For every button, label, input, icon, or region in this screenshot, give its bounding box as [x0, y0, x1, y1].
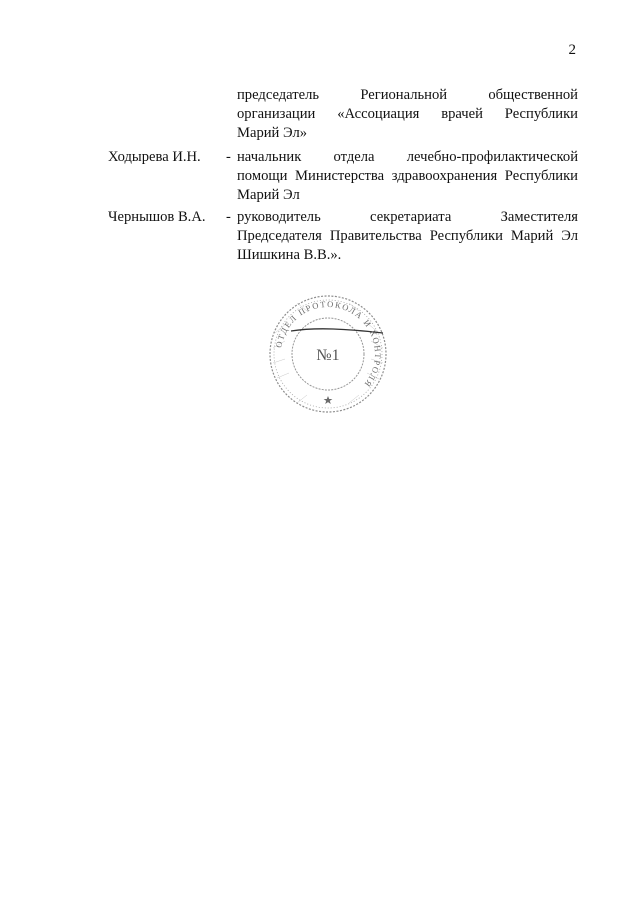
position-line: Председателя Правительства Республики Марий Эл: [237, 228, 578, 245]
member-name: Ходырева И.Н.: [108, 149, 201, 165]
seal-center-number: №1: [316, 347, 340, 364]
member-position: [237, 148, 578, 206]
member-position: [237, 86, 578, 144]
star-icon: [324, 396, 333, 404]
member-dash: -: [226, 149, 231, 165]
seal-ring-text: ОТДЕЛ ПРОТОКОЛА И КОНТРОЛЯ: [273, 298, 384, 390]
position-line: Марий Эл»: [237, 125, 308, 142]
member-position: [237, 208, 578, 266]
member-dash: -: [226, 209, 231, 225]
position-line: помощи Министерства здравоохранения Республики: [237, 168, 578, 185]
position-line: Марий Эл: [237, 187, 300, 204]
position-line: Шишкина В.В.».: [237, 247, 342, 264]
position-line: руководитель секретариата Заместителя: [237, 209, 578, 225]
position-line: организации «Ассоциация врачей Республики: [237, 106, 578, 123]
page-number: 2: [568, 42, 576, 58]
member-name: Чернышов В.А.: [108, 209, 206, 225]
member-entry-continuation: [108, 86, 578, 146]
member-entry-chernyshov: [108, 208, 578, 268]
position-line: начальник отдела лечебно-профилактической: [237, 149, 578, 165]
official-seal-stamp: [267, 293, 389, 415]
member-entry-khodyreva: [108, 148, 578, 208]
position-line: председатель Региональной общественной: [237, 87, 578, 103]
